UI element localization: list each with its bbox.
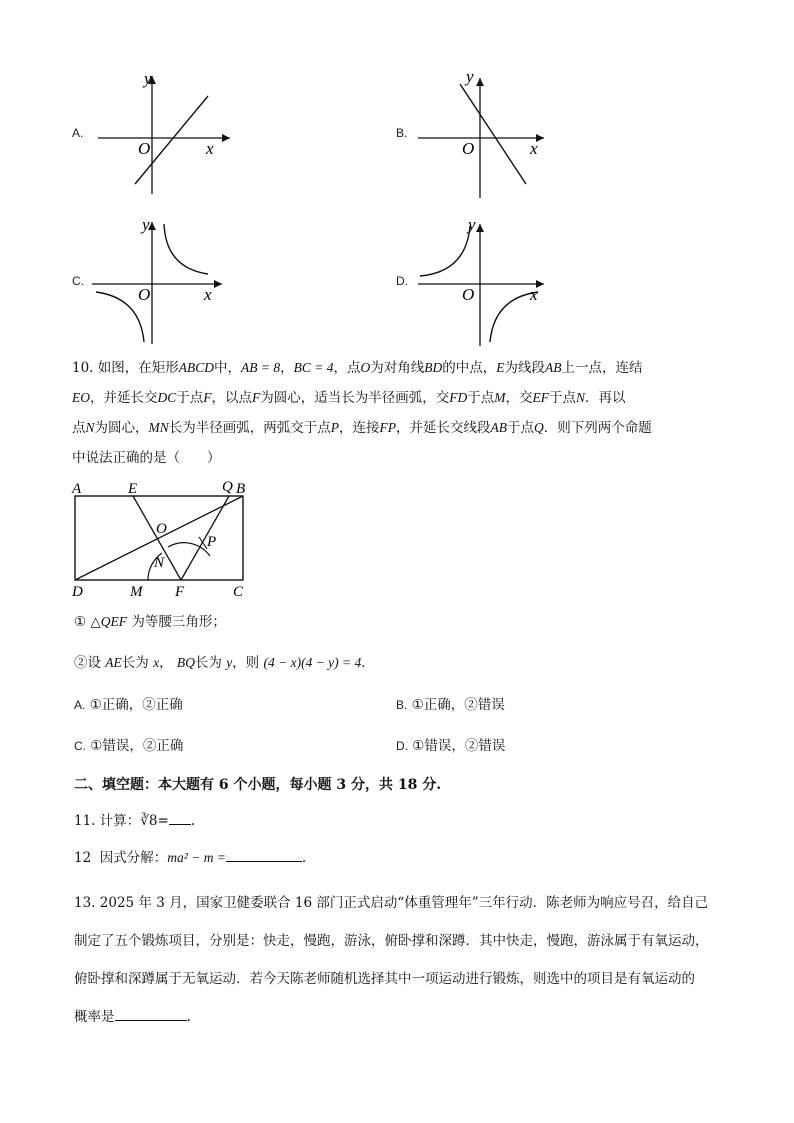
svg-text:D: D xyxy=(72,584,83,600)
q10-option-c[interactable]: C. ①错误，②正确 xyxy=(74,738,184,754)
q10-line-2: EO，并延长交DC于点F，以点F为圆心，适当长为半径画弧，交FD于点M，交EF于点N．再以 xyxy=(72,390,626,406)
svg-text:O: O xyxy=(156,521,167,537)
svg-text:y: y xyxy=(142,215,150,234)
svg-text:F: F xyxy=(175,584,185,600)
q10-statement-1: ① △QEF 为等腰三角形； xyxy=(74,614,226,630)
svg-text:y: y xyxy=(466,67,474,86)
section-2-heading: 二、填空题：本大题有 6 个小题，每小题 3 分，共 18 分. xyxy=(74,777,442,793)
q10-line-4: 中说法正确的是（ ） xyxy=(72,450,221,466)
option-b-label: B. xyxy=(396,126,408,140)
q12: 12 因式分解：ma² − m = . xyxy=(74,843,306,873)
graph-option-b xyxy=(412,66,562,206)
svg-text:B: B xyxy=(236,481,246,497)
svg-text:C: C xyxy=(233,584,244,600)
q13-line-4: 概率是 . xyxy=(74,998,754,1036)
q10-statement-2: ②设 AE长为 x， BQ长为 y，则 (4 − x)(4 − y) = 4． xyxy=(74,655,375,671)
q10-line-3: 点N为圆心，MN长为半径画弧，两弧交于点P，连接FP，并延长交线段AB于点Q．则下列两个命题 xyxy=(72,420,652,436)
hyperbola-branch-q1 xyxy=(164,224,208,274)
q13-line-2: 制定了五个锻炼项目，分别是：快走，慢跑，游泳，俯卧撑和深蹲．其中快走，慢跑，游泳属于有氧运动， xyxy=(74,933,709,949)
hyperbola-branch-q2 xyxy=(420,226,470,276)
svg-text:P: P xyxy=(207,534,217,550)
graph-option-a xyxy=(90,66,240,206)
svg-text:x: x xyxy=(530,139,538,158)
cube-root-expression: ∛8 xyxy=(140,813,158,829)
q13-line-3: 俯卧撑和深蹲属于无氧运动．若今天陈老师随机选择其中一项运动进行锻炼，则选中的项目是有氧运动的 xyxy=(74,971,695,987)
q13-line-1: 13. 2025 年 3 月，国家卫健委联合 16 部门正式启动“体重管理年”三年行动．陈老师为响应号召，给自己 xyxy=(74,895,709,911)
svg-text:Q: Q xyxy=(222,479,233,495)
y-axis-label: y xyxy=(144,69,152,88)
q13 xyxy=(74,884,754,1036)
q11: 11. 计算：∛8= . xyxy=(74,806,195,836)
q10-line-1: 10. 如图，在矩形ABCD中，AB = 8，BC = 4，点O为对角线BD的中点，E为线段AB上一点，连结 xyxy=(72,360,643,376)
q13-answer-blank[interactable] xyxy=(115,1006,187,1021)
q12-answer-blank[interactable] xyxy=(226,847,302,862)
svg-text:x: x xyxy=(204,285,212,304)
line-graph-b xyxy=(460,84,526,184)
svg-text:E: E xyxy=(128,481,138,497)
graph-option-d xyxy=(412,212,562,352)
svg-text:O: O xyxy=(462,139,475,158)
option-d-label: D. xyxy=(396,274,408,288)
svg-text:O: O xyxy=(138,285,151,304)
origin-label: O xyxy=(138,139,151,158)
q10-option-b[interactable]: B. ①正确，②错误 xyxy=(396,697,505,713)
svg-text:N: N xyxy=(154,555,165,571)
q10-option-a[interactable]: A. ①正确，②正确 xyxy=(74,697,183,713)
svg-text:O: O xyxy=(462,285,475,304)
hyperbola-branch-q3 xyxy=(96,292,144,342)
svg-text:y: y xyxy=(468,215,476,234)
q10-option-d[interactable]: D. ①错误，②错误 xyxy=(396,738,506,754)
svg-text:A: A xyxy=(72,481,82,497)
svg-text:x: x xyxy=(530,285,538,304)
q10-figure xyxy=(70,476,260,600)
q11-answer-blank[interactable] xyxy=(169,810,191,825)
q10-stem xyxy=(72,353,732,473)
segment-fq xyxy=(181,496,229,580)
option-c-label: C. xyxy=(72,274,84,288)
option-a-label: A. xyxy=(72,126,84,140)
graph-option-c xyxy=(90,212,240,352)
svg-text:M: M xyxy=(130,584,143,600)
x-axis-label: x xyxy=(206,139,214,158)
